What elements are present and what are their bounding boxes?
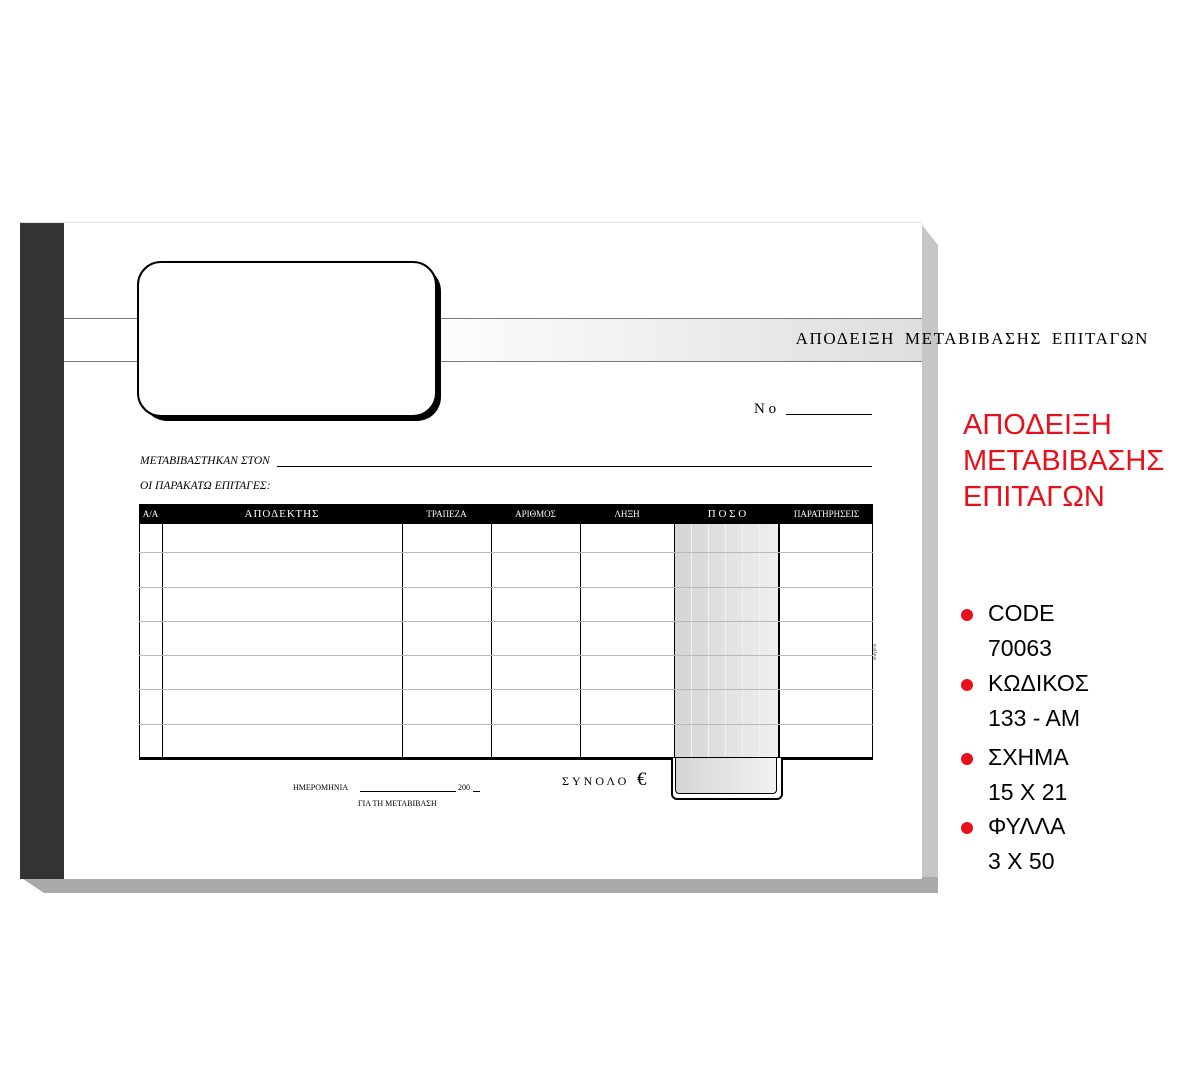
form-title: ΑΠΟΔΕΙΞΗ ΜΕΤΑΒΙΒΑΣΗΣ ΕΠΙΤΑΓΩΝ [795, 329, 1149, 348]
column-header-remarks: ΠΑΡΑΤΗΡΗΣΕΙΣ [793, 509, 860, 519]
spec-value: 70063 [988, 635, 1052, 661]
column-divider [580, 504, 581, 758]
table-border-right [872, 504, 873, 758]
date-line [360, 791, 456, 792]
table-row-line [139, 552, 873, 553]
spec-value: 133 - AM [988, 705, 1081, 731]
bullet-icon [961, 753, 973, 765]
total-box-inner [675, 758, 777, 794]
spec-code [960, 596, 1054, 666]
cheques-below-label: ΟΙ ΠΑΡΑΚΑΤΩ ΕΠΙΤΑΓΕΣ: [140, 480, 271, 492]
column-divider [162, 504, 163, 758]
product-title-line: ΑΠΟΔΕΙΞΗ [963, 409, 1112, 441]
cheques-table [139, 504, 873, 760]
column-header-payee: ΑΠΟΔΕΚΤΗΣ [244, 508, 320, 520]
product-title [963, 407, 1193, 515]
total-label: ΣΥΝΟΛΟ [562, 774, 630, 788]
transferred-to-label: ΜΕΤΑΒΙΒΑΣΤΗΚΑΝ ΣΤΟΝ [140, 455, 270, 467]
bullet-icon [961, 609, 973, 621]
spec-label: ΦΥΛΛΑ [988, 813, 1066, 839]
spec-sheets [960, 809, 1065, 879]
year-line [473, 791, 480, 792]
euro-symbol: € [637, 769, 647, 790]
year-prefix: 200 [458, 783, 470, 792]
date-label: ΗΜΕΡΟΜΗΝΙΑ [293, 783, 349, 792]
logo-box [137, 261, 437, 417]
table-row-line [139, 621, 873, 622]
amount-stripe [691, 524, 692, 758]
number-line [786, 414, 872, 415]
spec-value: 15 X 21 [988, 779, 1068, 805]
column-divider [491, 504, 492, 758]
spec-value: 3 X 50 [988, 848, 1055, 874]
number-label: Ν ο [754, 401, 777, 417]
spec-label: CODE [988, 600, 1055, 626]
for-transfer-label: ΓΙΑ ΤΗ ΜΕΤΑΒΙΒΑΣΗ [358, 799, 437, 808]
column-header-bank: ΤΡΑΠΕΖΑ [426, 509, 467, 519]
column-divider [674, 504, 675, 758]
bullet-icon [961, 822, 973, 834]
spec-label: ΚΩΔΙΚΟΣ [988, 670, 1090, 696]
amount-column-shading [674, 524, 778, 758]
column-divider [778, 504, 780, 758]
product-title-line: ΜΕΤΑΒΙΒΑΣΗΣ [963, 445, 1165, 477]
amount-stripe [742, 524, 743, 758]
column-header-amount: Π Ο Σ Ο [707, 508, 747, 520]
printer-credit: entypon [873, 643, 878, 660]
pad-shadow-bottom [20, 877, 938, 893]
amount-stripe [725, 524, 726, 758]
pad-binding [20, 223, 64, 879]
column-divider [402, 504, 403, 758]
table-row-line [139, 724, 873, 725]
spec-label: ΣΧΗΜΑ [988, 744, 1069, 770]
bullet-icon [961, 679, 973, 691]
spec-size [960, 740, 1069, 810]
table-row-line [139, 689, 873, 690]
table-row-line [139, 655, 873, 656]
pad-shadow-right [922, 225, 938, 893]
column-header-aa: Α/Α [142, 509, 159, 519]
column-header-number: ΑΡΙΘΜΟΣ [515, 509, 556, 519]
amount-stripe [708, 524, 709, 758]
spec-internal-code [960, 666, 1089, 736]
amount-stripe [759, 524, 760, 758]
transferred-to-line [277, 466, 872, 467]
table-row-line [139, 587, 873, 588]
column-header-expiry: ΛΗΞΗ [614, 509, 640, 519]
table-border-left [139, 504, 140, 758]
product-title-line: ΕΠΙΤΑΓΩΝ [963, 481, 1105, 513]
